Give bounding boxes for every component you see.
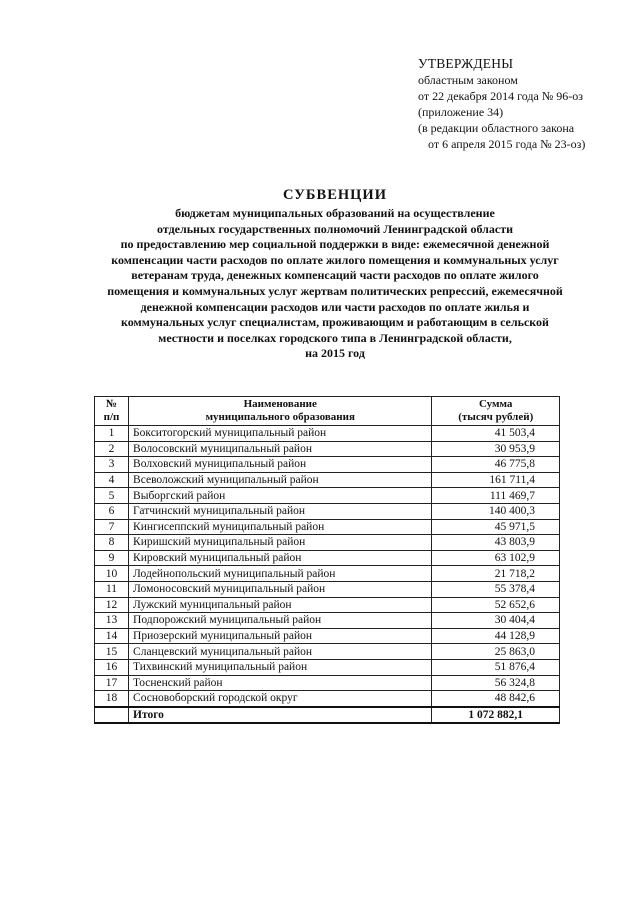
title-line: на 2015 год [305,346,365,361]
table-row [95,566,560,582]
row-municipality: Лодейнопольский муниципальный район [129,566,432,582]
row-number: 6 [95,503,129,519]
row-sum: 30 953,9 [432,441,560,457]
table-row [95,472,560,488]
row-municipality: Гатчинский муниципальный район [129,503,432,519]
row-municipality: Тосненский район [129,675,432,691]
row-number: 15 [95,644,129,660]
total-label: Итого [129,707,432,724]
total-row [95,707,560,724]
row-municipality: Волховский муниципальный район [129,457,432,473]
row-municipality: Всеволожский муниципальный район [129,472,432,488]
header-name-line1: Наименование [243,398,317,410]
header-sum [432,397,560,426]
header-number-line1: № [105,398,118,410]
approval-line: от 22 декабря 2014 года № 96-оз [418,89,584,103]
approval-block [418,56,628,152]
row-sum: 43 803,9 [432,535,560,551]
row-number: 3 [95,457,129,473]
row-sum: 48 842,6 [432,691,560,707]
row-municipality: Бокситогорский муниципальный район [129,426,432,442]
title-line: коммунальных услуг специалистам, проживающим и работающим в сельской [121,315,549,330]
title-line: бюджетам муниципальных образований на осуществление [175,206,495,220]
total-num-cell [95,707,129,724]
row-number: 7 [95,519,129,535]
title-line: денежной компенсации расходов или части расходов по оплате жилья и [140,299,530,314]
row-number: 18 [95,691,129,707]
table-row [95,581,560,597]
row-sum: 63 102,9 [432,550,560,566]
table-body [95,426,560,707]
table-row [95,628,560,644]
row-municipality: Тихвинский муниципальный район [129,659,432,675]
title-main: СУБВЕНЦИИ [283,187,387,203]
title-line: ветеранам труда, денежных компенсаций части расходов по оплате жилого [131,268,539,283]
approval-line: областным законом [418,73,518,87]
row-municipality: Ломоносовский муниципальный район [129,581,432,597]
row-number: 17 [95,675,129,691]
row-sum: 51 876,4 [432,659,560,675]
total-sum: 1 072 882,1 [432,707,560,724]
row-municipality: Кингисеппский муниципальный район [129,519,432,535]
table-row [95,597,560,613]
row-sum: 21 718,2 [432,566,560,582]
table-row [95,503,560,519]
row-municipality: Лужский муниципальный район [129,597,432,613]
document-title [70,187,600,362]
row-number: 9 [95,550,129,566]
row-number: 4 [95,472,129,488]
row-sum: 56 324,8 [432,675,560,691]
row-number: 14 [95,628,129,644]
approval-heading: УТВЕРЖДЕНЫ [418,56,514,71]
row-municipality: Сосновоборский городской округ [129,691,432,707]
approval-line: от 6 апреля 2015 года № 23-оз) [428,137,586,151]
row-sum: 41 503,4 [432,426,560,442]
row-municipality: Приозерский муниципальный район [129,628,432,644]
approval-line: (приложение 34) [418,105,504,119]
header-number [95,397,129,426]
row-sum: 25 863,0 [432,644,560,660]
row-municipality: Подпорожский муниципальный район [129,613,432,629]
row-sum: 140 400,3 [432,503,560,519]
header-name [129,397,432,426]
row-municipality: Волосовский муниципальный район [129,441,432,457]
title-line: помещения и коммунальных услуг жертвам политических репрессий, ежемесячной [107,283,563,298]
row-sum: 44 128,9 [432,628,560,644]
row-number: 13 [95,613,129,629]
approval-line: (в редакции областного закона [418,121,575,135]
table-row [95,457,560,473]
row-sum: 30 404,4 [432,613,560,629]
row-number: 2 [95,441,129,457]
title-line: местности и поселках городского типа в Ленинградской области, [158,330,512,345]
row-municipality: Киришский муниципальный район [129,535,432,551]
row-number: 11 [95,581,129,597]
header-sum-line2: (тысяч рублей) [458,411,534,423]
table-row [95,691,560,707]
table-row [95,519,560,535]
table-row [95,675,560,691]
table-row [95,613,560,629]
table-row [95,441,560,457]
title-line: по предоставлению мер социальной поддержки в виде: ежемесячной денежной [120,237,550,252]
row-sum: 55 378,4 [432,581,560,597]
row-sum: 111 469,7 [432,488,560,504]
header-name-line2: муниципального образования [205,411,355,423]
title-line: компенсации части расходов по оплате жилого помещения и коммунальных услуг [111,252,559,267]
row-number: 12 [95,597,129,613]
row-number: 8 [95,535,129,551]
table-header-row [95,397,560,426]
table-row [95,535,560,551]
table-row [95,644,560,660]
header-sum-line1: Сумма [479,398,513,410]
row-municipality: Выборгский район [129,488,432,504]
row-number: 16 [95,659,129,675]
row-number: 5 [95,488,129,504]
row-sum: 52 652,6 [432,597,560,613]
table-row [95,426,560,442]
row-number: 1 [95,426,129,442]
title-line: отдельных государственных полномочий Ленинградской области [156,221,514,236]
subvention-table [94,396,560,724]
table-row [95,550,560,566]
row-sum: 161 711,4 [432,472,560,488]
row-municipality: Кировский муниципальный район [129,550,432,566]
table-row [95,488,560,504]
row-sum: 46 775,8 [432,457,560,473]
header-number-line2: п/п [103,411,120,423]
row-sum: 45 971,5 [432,519,560,535]
table-row [95,659,560,675]
row-municipality: Сланцевский муниципальный район [129,644,432,660]
row-number: 10 [95,566,129,582]
